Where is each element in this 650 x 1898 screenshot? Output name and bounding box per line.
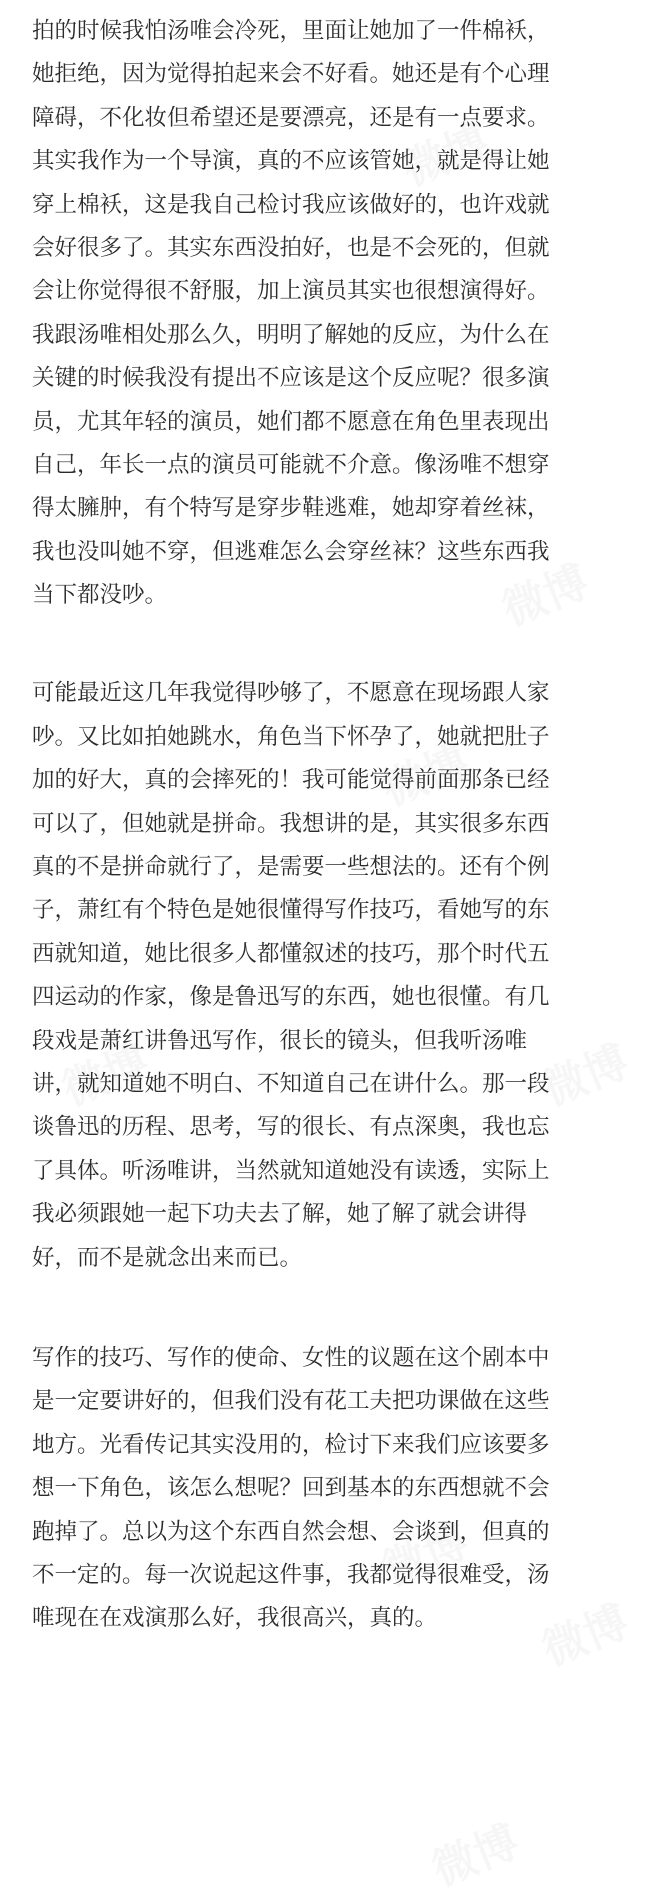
paragraph-3 <box>32 1337 622 1641</box>
text-line: 我跟汤唯相处那么久，明明了解她的反应，为什么在 <box>32 321 550 348</box>
text-line: 地方。光看传记其实没用的，检讨下来我们应该要多 <box>32 1431 550 1458</box>
text-line: 可以了，但她就是拼命。我想讲的是，其实很多东西 <box>32 810 550 837</box>
text-line: 加的好大，真的会摔死的！我可能觉得前面那条已经 <box>32 767 550 794</box>
text-line: 子，萧红有个特色是她很懂得写作技巧，看她写的东 <box>32 897 550 924</box>
text-line: 西就知道，她比很多人都懂叙述的技巧，那个时代五 <box>32 940 550 967</box>
text-line: 穿上棉袄，这是我自己检讨我应该做好的，也许戏就 <box>32 191 550 218</box>
text-line: 其实我作为一个导演，真的不应该管她，就是得让她 <box>32 148 550 175</box>
text-line: 是一定要讲好的，但我们没有花工夫把功课做在这些 <box>32 1388 550 1415</box>
text-line: 好，而不是就念出来而已。 <box>32 1244 303 1271</box>
text-line: 想一下角色，该怎么想呢？回到基本的东西想就不会 <box>32 1475 550 1502</box>
text-line: 吵。又比如拍她跳水，角色当下怀孕了，她就把肚子 <box>32 723 550 750</box>
text-line: 了具体。听汤唯讲，当然就知道她没有读透，实际上 <box>32 1157 550 1184</box>
text-line: 写作的技巧、写作的使命、女性的议题在这个剧本中 <box>32 1344 550 1371</box>
text-line: 谈鲁迅的历程、思考，写的很长、有点深奥，我也忘 <box>32 1114 550 1141</box>
text-line: 她拒绝，因为觉得拍起来会不好看。她还是有个心理 <box>32 61 550 88</box>
text-line: 障碍，不化妆但希望还是要漂亮，还是有一点要求。 <box>32 104 550 131</box>
text-line: 讲，就知道她不明白、不知道自己在讲什么。那一段 <box>32 1070 550 1097</box>
text-line: 关键的时候我没有提出不应该是这个反应呢？很多演 <box>32 365 550 392</box>
text-line: 我也没叫她不穿，但逃难怎么会穿丝袜？这些东西我 <box>32 538 550 565</box>
text-line: 会好很多了。其实东西没拍好，也是不会死的，但就 <box>32 234 550 261</box>
paragraph-1 <box>32 0 622 617</box>
text-line: 会让你觉得很不舒服，加上演员其实也很想演得好。 <box>32 278 550 305</box>
text-line: 唯现在在戏演那么好，我很高兴，真的。 <box>32 1605 438 1632</box>
text-line: 拍的时候我怕汤唯会冷死，里面让她加了一件棉袄， <box>32 18 550 44</box>
text-line: 自己，年长一点的演员可能就不介意。像汤唯不想穿 <box>32 451 550 478</box>
text-line: 段戏是萧红讲鲁迅写作，很长的镜头，但我听汤唯 <box>32 1027 528 1054</box>
text-line: 不一定的。每一次说起这件事，我都觉得很难受，汤 <box>32 1561 550 1588</box>
text-line: 当下都没吵。 <box>32 582 168 609</box>
text-line: 员，尤其年轻的演员，她们都不愿意在角色里表现出 <box>32 408 550 435</box>
text-line: 真的不是拼命就行了，是需要一些想法的。还有个例 <box>32 854 550 881</box>
text-line: 跑掉了。总以为这个东西自然会想、会谈到，但真的 <box>32 1518 550 1545</box>
paragraph-2 <box>32 672 622 1279</box>
text-line: 我必须跟她一起下功夫去了解，她了解了就会讲得 <box>32 1201 528 1228</box>
text-line: 四运动的作家，像是鲁迅写的东西，她也很懂。有几 <box>32 984 550 1011</box>
text-line: 得太臃肿，有个特写是穿步鞋逃难，她却穿着丝袜， <box>32 495 550 522</box>
text-line: 可能最近这几年我觉得吵够了，不愿意在现场跟人家 <box>32 680 550 707</box>
